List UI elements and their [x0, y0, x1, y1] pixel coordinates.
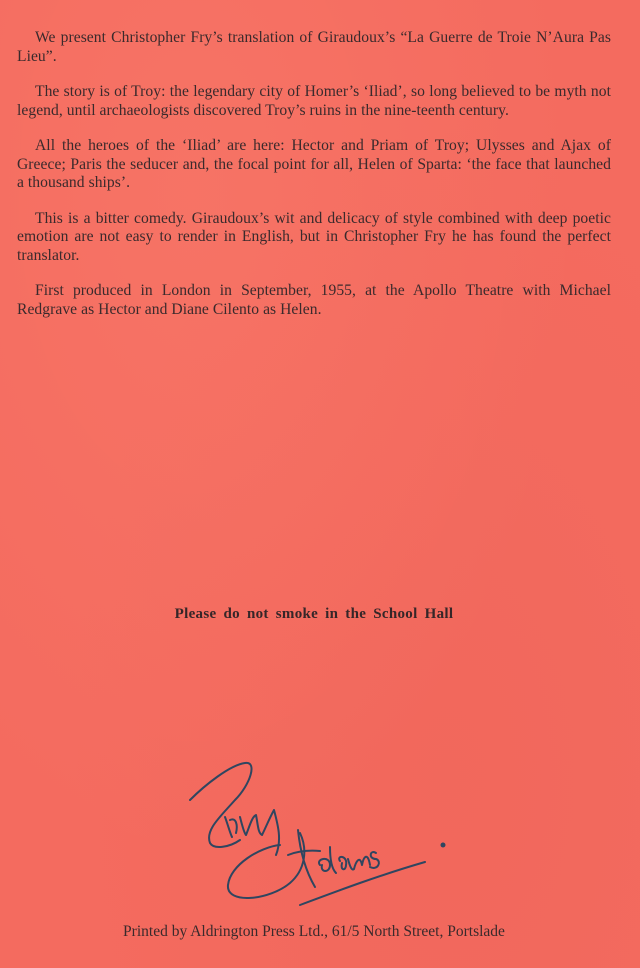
paragraph-story: The story is of Troy: the legendary city of Homer’s ‘Iliad’, so long believed to be myth not legend, until archaeologists discovered Troy’s ruins in the nine-teenth century.: [17, 83, 611, 119]
signature-image: [180, 755, 460, 915]
paragraph-heroes: All the heroes of the ‘Iliad’ are here: Hector and Priam of Troy; Ulysses and Ajax of Greece; Paris the seducer and, the focal point for all, Helen of Sparta: ‘the face that launched a thousand ships’.: [17, 137, 611, 191]
paragraph-introduction: We present Christopher Fry’s translation of Giraudoux’s “La Guerre de Troie N’Aura Pas Lieu”.: [17, 29, 611, 65]
printer-credit: Printed by Aldrington Press Ltd., 61/5 North Street, Portslade: [123, 923, 505, 940]
no-smoking-notice: Please do not smoke in the School Hall: [174, 606, 454, 622]
paragraph-first-production: First produced in London in September, 1955, at the Apollo Theatre with Michael Redgrave as Hector and Diane Cilento as Helen.: [17, 282, 611, 318]
paragraph-comedy: This is a bitter comedy. Giraudoux’s wit and delicacy of style combined with deep poetic emotion are not easy to render in English, but in Christopher Fry he has found the perfect translator.: [17, 209, 611, 264]
programme-description: [17, 29, 611, 336]
